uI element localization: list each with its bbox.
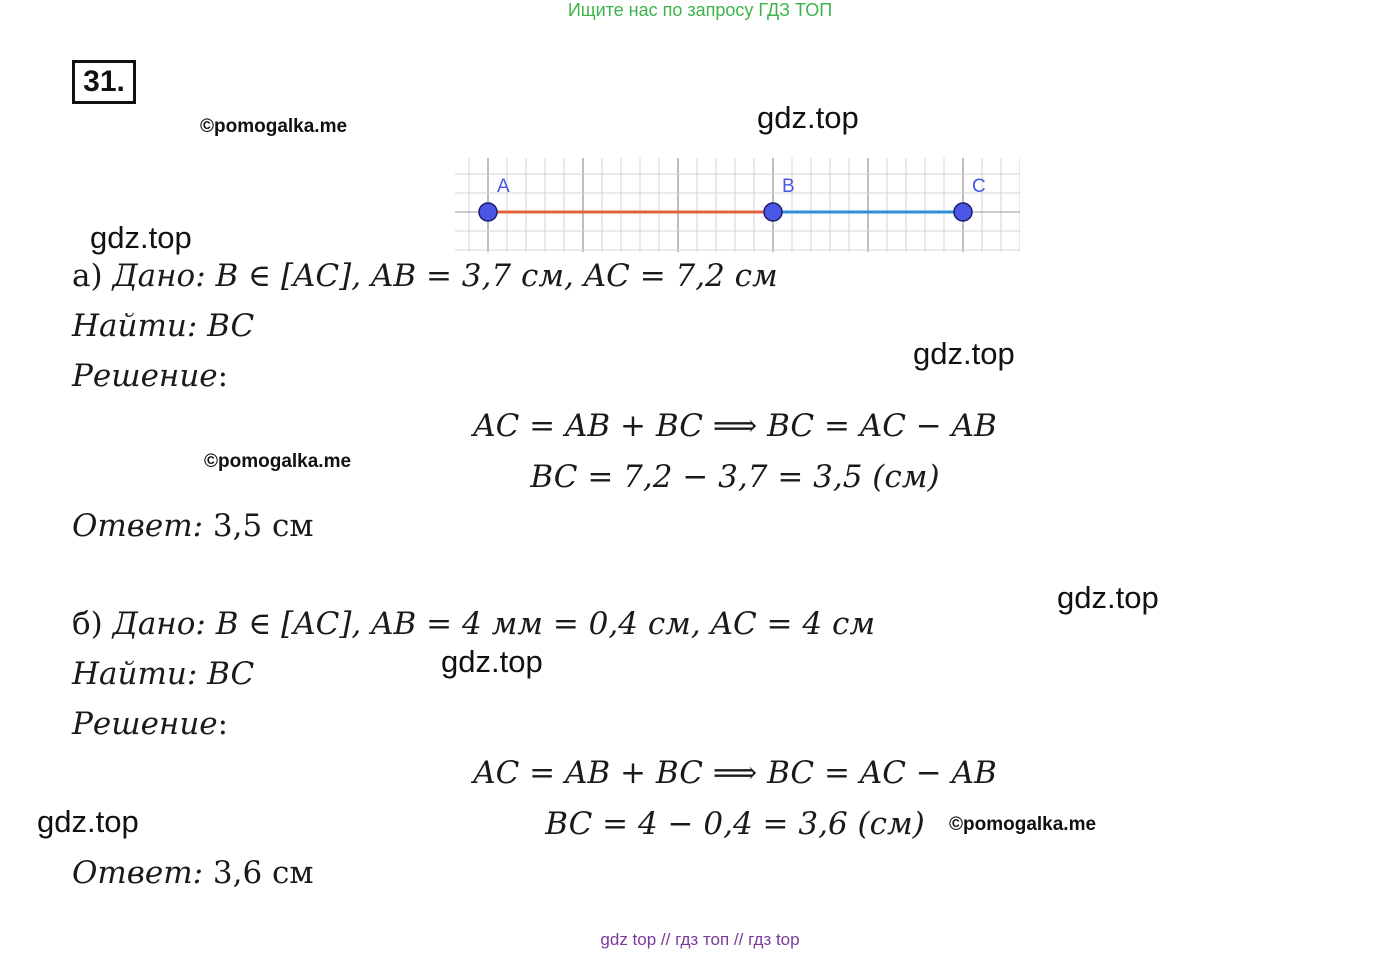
point-a <box>479 203 497 221</box>
point-label-c: C <box>972 176 986 197</box>
part-b-answer-label: Ответ: <box>72 855 204 891</box>
part-a-equation-2: BC = 7,2 − 3,7 = 3,5 (см) <box>530 459 940 495</box>
watermark-pomogalka-2: ©pomogalka.me <box>204 451 352 472</box>
task-number: 31. <box>72 60 136 104</box>
part-a-given-label: Дано <box>112 258 196 294</box>
watermark-gdz-1: gdz.top <box>757 100 859 135</box>
point-b <box>764 203 782 221</box>
part-b-find-text: : BC <box>186 656 255 692</box>
watermark-gdz-6: gdz.top <box>37 804 139 839</box>
part-b-given-label: Дано <box>112 606 196 642</box>
watermark-pomogalka-3: ©pomogalka.me <box>949 814 1097 835</box>
part-a-find <box>72 308 254 344</box>
part-a-solution-label: Решение: <box>72 358 229 394</box>
watermark-gdz-5: gdz.top <box>441 644 543 679</box>
part-b-equation-2: BC = 4 − 0,4 = 3,6 (см) <box>545 806 925 842</box>
top-banner: Ищите нас по запросу ГДЗ ТОП <box>567 0 833 20</box>
part-b-answer <box>72 855 314 891</box>
part-b-answer-value: 3,6 см <box>203 855 314 891</box>
part-b-solution-label: Решение: <box>72 706 229 742</box>
part-b-given-text: : B ∈ [AC], AB = 4 мм = 0,4 см, AC = 4 см <box>195 606 876 642</box>
part-a-find-label: Найти <box>72 308 187 344</box>
part-a-given-text: : B ∈ [AC], AB = 3,7 см, AC = 7,2 см <box>195 258 778 294</box>
part-b-given <box>72 606 875 642</box>
part-b-find-label: Найти <box>72 656 187 692</box>
watermark-pomogalka-1: ©pomogalka.me <box>200 116 348 137</box>
watermark-gdz-4: gdz.top <box>1057 580 1159 615</box>
part-b-equation-1: AC = AB + BC ⟹ BC = AC − AB <box>473 755 997 791</box>
point-label-b: B <box>782 176 795 197</box>
part-a-answer-label: Ответ: <box>72 508 204 544</box>
part-a-answer-value: 3,5 см <box>203 508 314 544</box>
part-a-find-text: : BC <box>186 308 255 344</box>
part-a-answer <box>72 508 314 544</box>
part-a-given-prefix: а) <box>72 258 113 294</box>
point-label-a: A <box>497 176 510 197</box>
figure-grid <box>455 158 1020 252</box>
footer-links: gdz top // гдз топ // гдз top <box>600 930 800 949</box>
part-b-find <box>72 656 254 692</box>
part-b-given-prefix: б) <box>72 606 113 642</box>
part-a-given <box>72 258 778 294</box>
part-a-equation-1: AC = AB + BC ⟹ BC = AC − AB <box>473 408 997 444</box>
watermark-gdz-2: gdz.top <box>90 220 192 255</box>
segment-figure <box>455 158 1020 252</box>
watermark-gdz-3: gdz.top <box>913 336 1015 371</box>
point-c <box>954 203 972 221</box>
figure-points <box>479 176 986 221</box>
